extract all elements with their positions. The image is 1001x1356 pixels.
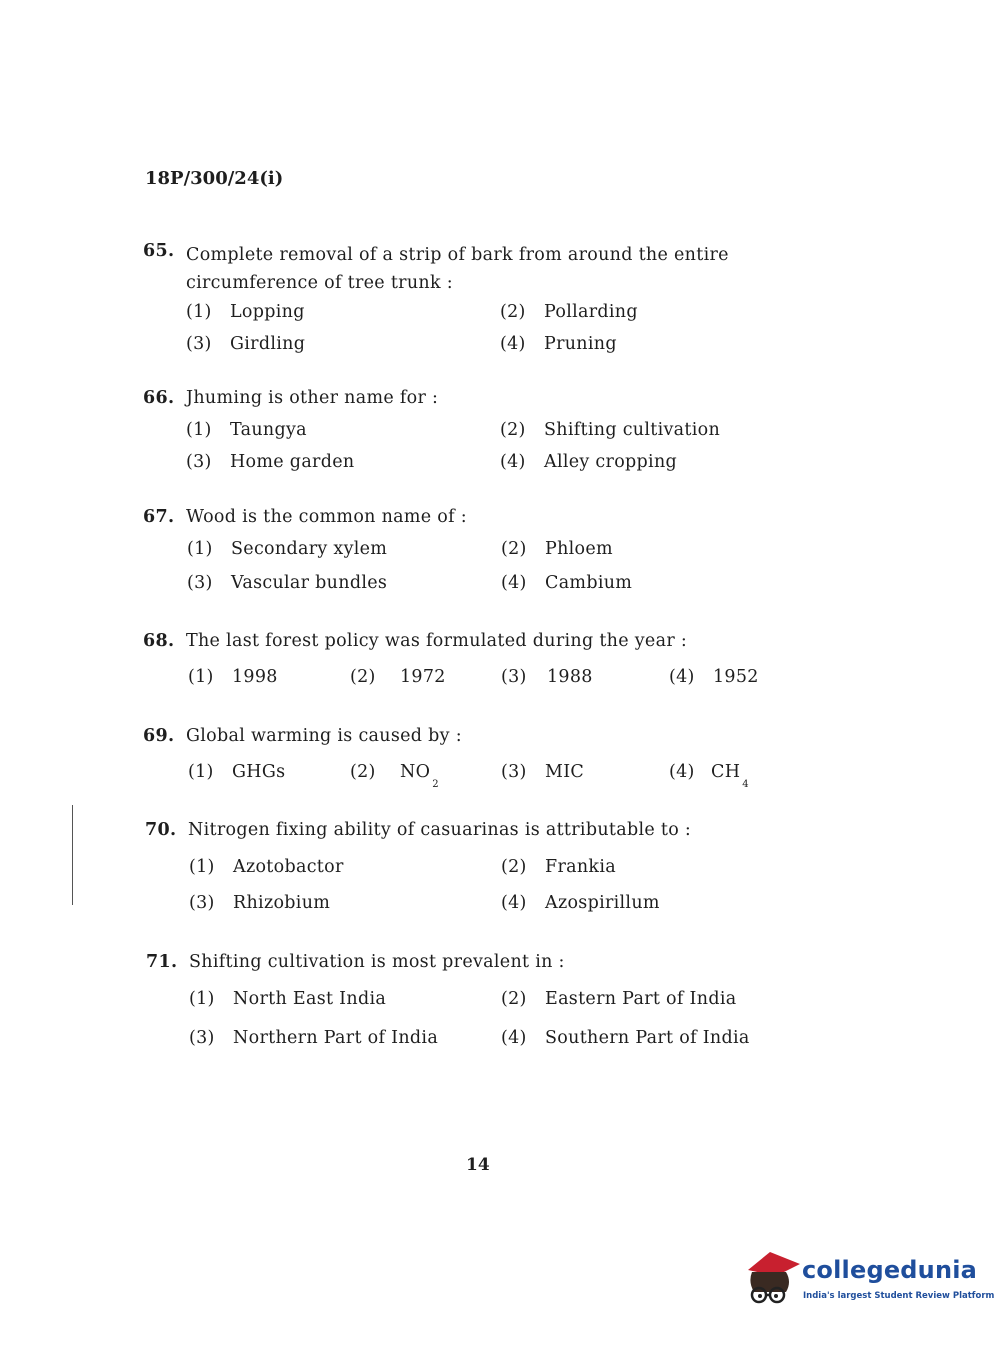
option-66-3: (3) Home garden [186,452,355,472]
option-68-1: (1) 1998 [188,667,278,687]
question-66 [143,388,438,408]
logo-tagline: India's largest Student Review Platform [803,1291,995,1301]
question-71 [146,952,565,972]
question-68 [143,631,687,651]
option-67-2: (2) Phloem [501,539,613,559]
question-65 [143,241,806,297]
question-text: The last forest policy was formulated during the year : [186,631,688,651]
question-number: 65. [143,241,175,261]
question-number: 70. [145,820,177,840]
option-66-1: (1) Taungya [186,420,307,440]
option-67-3: (3) Vascular bundles [187,573,388,593]
question-text: Global warming is caused by : [186,726,462,746]
option-70-3: (3) Rhizobium [189,893,331,913]
option-69-1: (1) GHGs [188,762,286,782]
option-65-2: (2) Pollarding [500,302,638,322]
option-69-2: (2) $NO_2$ [350,762,439,790]
paper-code: 18P/300/24(i) [145,168,284,189]
question-text: Shifting cultivation is most prevalent in : [189,952,565,972]
question-number: 68. [143,631,175,651]
subscript: 4 [742,779,749,790]
option-66-2: (2) Shifting cultivation [500,420,721,440]
question-number: 66. [143,388,175,408]
option-65-3: (3) Girdling [186,334,306,354]
option-65-4: (4) Pruning [500,334,617,354]
option-69-3: (3) MIC [501,762,585,782]
question-text: Complete removal of a strip of bark from around the entire circumference of tree trunk : [186,245,729,293]
question-number: 69. [143,726,175,746]
option-70-1: (1) Azotobactor [189,857,344,877]
question-67 [143,507,467,527]
option-70-2: (2) Frankia [501,857,616,877]
option-71-1: (1) North East India [189,989,387,1009]
option-71-3: (3) Northern Part of India [189,1028,439,1048]
option-65-1: (1) Lopping [186,302,305,322]
question-69 [143,726,462,746]
subscript: 2 [432,779,439,790]
question-text: Jhuming is other name for : [186,388,439,408]
collegedunia-logo[interactable] [742,1248,995,1316]
question-number: 67. [143,507,175,527]
option-67-1: (1) Secondary xylem [187,539,388,559]
question-text: Wood is the common name of : [186,507,467,527]
logo-name: collegedunia [802,1256,978,1284]
page-number: 14 [466,1155,490,1175]
option-70-4: (4) Azospirillum [501,893,660,913]
option-66-4: (4) Alley cropping [500,452,678,472]
option-68-4: (4) 1952 [669,667,759,687]
option-68-3: (3) 1988 [501,667,593,687]
option-67-4: (4) Cambium [501,573,633,593]
question-70 [145,820,691,840]
question-number: 71. [146,952,178,972]
option-68-2: (2) 1972 [350,667,446,687]
question-text: Nitrogen fixing ability of casuarinas is attributable to : [188,820,692,840]
mascot-icon [742,1248,802,1316]
margin-line [72,805,73,905]
option-69-4: (4) $CH_4$ [669,762,749,790]
option-71-4: (4) Southern Part of India [501,1028,750,1048]
option-71-2: (2) Eastern Part of India [501,989,737,1009]
